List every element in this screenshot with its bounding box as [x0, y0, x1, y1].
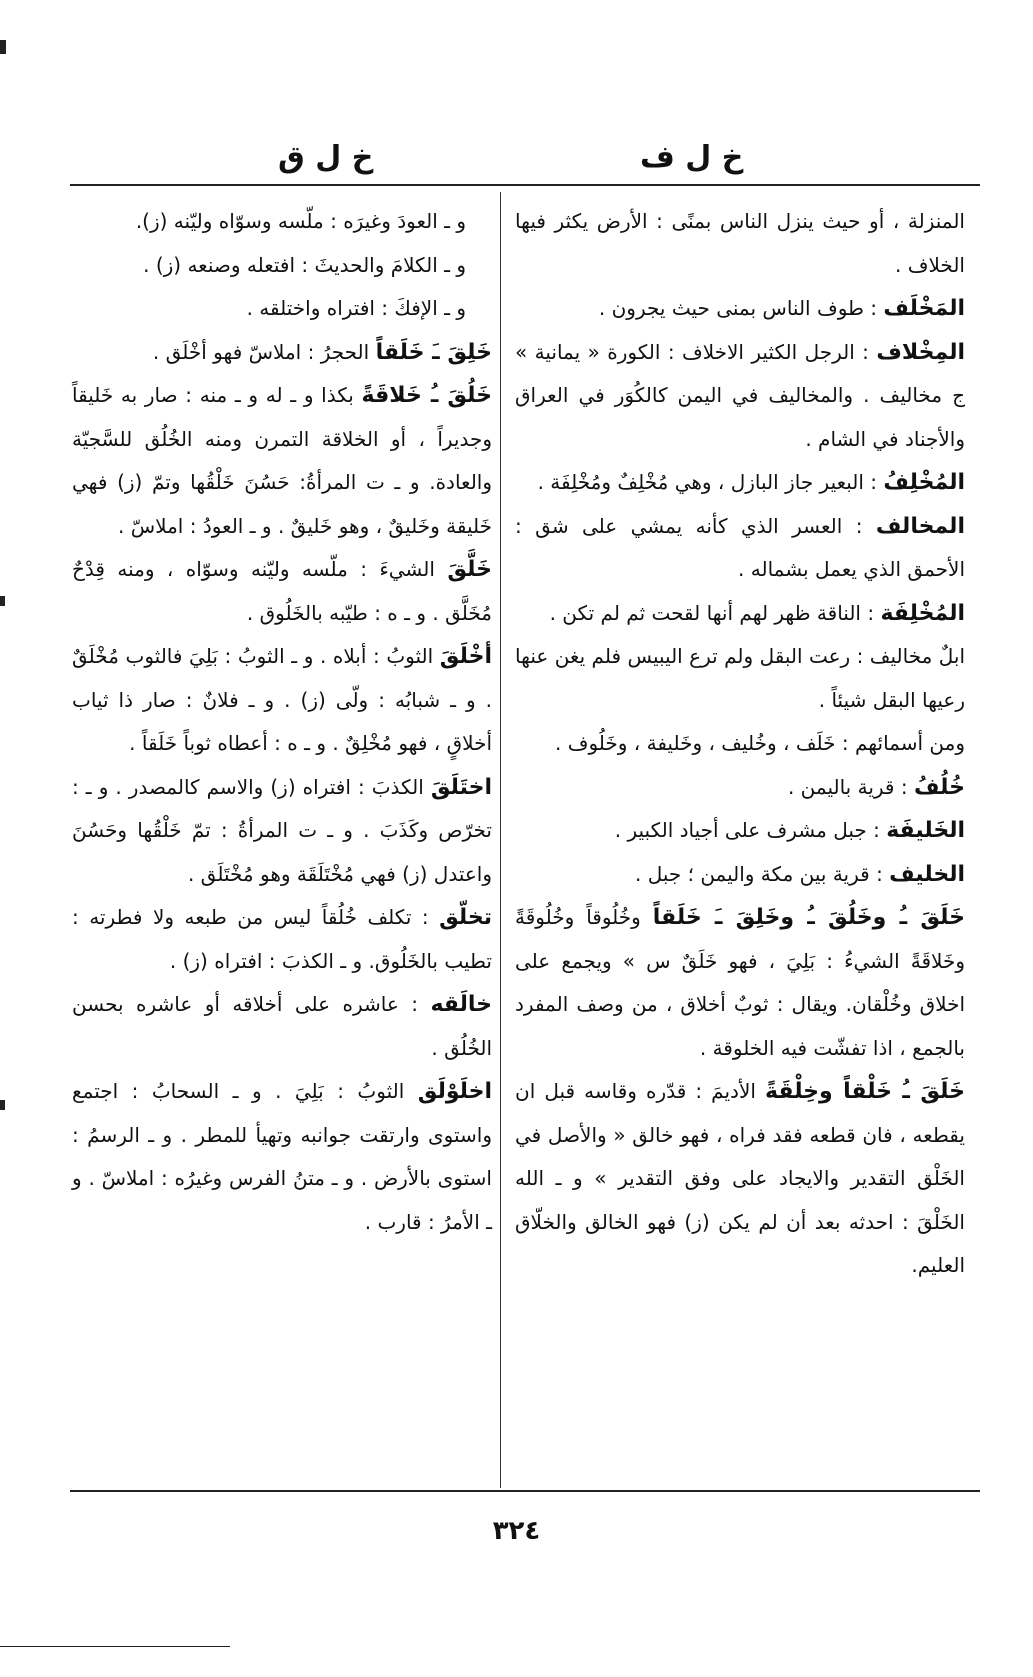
entry-definition: : عاشره على أخلاقه أو عاشره بحسن الخُلُق .: [72, 992, 492, 1060]
entry-definition: المنزلة ، أو حيث ينزل الناس بمنًى : الأرض يكثر فيها الخلاف .: [515, 209, 965, 277]
left-column: [72, 200, 492, 1244]
dictionary-entry: [72, 1070, 492, 1244]
scan-mark-top: [0, 40, 6, 54]
entry-definition: و ـ العودَ وغيرَه : ملّسه وسوّاه وليّنه (ز).: [135, 209, 466, 233]
entry-headword: خَلُقَ ـُ خَلاقَةً: [361, 383, 492, 408]
entry-headword: اختَلَقَ: [430, 774, 492, 800]
entry-definition: : قرية بين مكة واليمن ؛ جبل .: [634, 861, 890, 886]
entry-definition: الثوبُ : بَلِيَ . و ـ السحابُ : اجتمع واستوى وارتقت جوانبه وتهيأ للمطر . و ـ الرسمُ : استوى بالأرض . و ـ متنُ الفرس وغيرُه : املاسّ . و ـ الأمرُ : قارب .: [72, 1079, 492, 1234]
dictionary-entry: [72, 287, 492, 331]
dictionary-entry: [72, 635, 492, 766]
dictionary-entry: [515, 331, 965, 462]
entry-headword: أخْلَقَ: [439, 644, 492, 669]
dictionary-entry: [515, 766, 965, 810]
bottom-rule: [70, 1490, 980, 1492]
entry-headword: الخَليفَة: [886, 818, 965, 843]
dictionary-entry: [72, 548, 492, 635]
entry-headword: المُخْلِفُ: [883, 470, 965, 495]
dictionary-entry: [515, 461, 965, 505]
dictionary-entry: [72, 766, 492, 897]
entry-headword: خَلِقَ ـَ خَلَقاً: [375, 339, 492, 365]
dictionary-entry: [515, 853, 965, 897]
entry-definition: : جبل مشرف على أجياد الكبير .: [614, 818, 887, 842]
dictionary-entry: [515, 635, 965, 722]
entry-definition: : قرية باليمن .: [787, 774, 914, 799]
footer-rule: [0, 1646, 230, 1647]
scan-mark-low: [0, 1100, 5, 1110]
entry-headword: خَلَقَ ـُ خَلْقاً وخِلْقَةً: [765, 1079, 965, 1104]
dictionary-entry: [72, 244, 492, 288]
entry-headword: خالَقه: [430, 992, 492, 1017]
entry-headword: اخلَوْلَق: [417, 1079, 492, 1104]
entry-definition: و ـ الكلامَ والحديثَ : افتعله وصنعه (ز) .: [143, 252, 466, 277]
entry-headword: المخالف: [875, 513, 965, 539]
entry-definition: الحجرُ : املاسّ فهو أخْلَق .: [152, 339, 376, 364]
dictionary-entry: [515, 200, 965, 287]
entry-headword: الخليف: [889, 861, 965, 887]
dictionary-entry: [515, 592, 965, 636]
entry-definition: وخُلُوقاً وخُلُوقَةً وخَلاقَةً الشيءُ : بَلِيَ ، فهو خَلَقٌ س » ويجمع على اخلاق وخُلْقان. ويقال : ثوبٌ أخلاق ، من وصف المفرد بالجمع ، اذا تفشّت فيه الخلوقة .: [515, 905, 965, 1060]
entry-definition: و ـ الإفكَ : افتراه واختلقه .: [246, 296, 466, 320]
entry-definition: بكذا و ـ له و ـ منه : صار به خَليقاً وجديراً ، أو الخلاقة التمرن ومنه الخُلُق للسَّجيّة والعادة. و ـ ت المرأةُ: حَسُنَ خَلْقُها وتمّ (ز) فهي خَليقة وخَليقٌ ، وهو خَليقٌ . و ـ العودُ : املاسّ .: [72, 383, 492, 538]
entry-headword: خُلُفُ: [913, 774, 965, 800]
entry-definition: ومن أسمائهم : خَلَف ، وخُليف ، وخَليفة ، وخَلُوف .: [555, 731, 965, 755]
entry-definition: : العسر الذي كأنه يمشي على شق : الأحمق الذي يعمل بشماله .: [515, 513, 965, 581]
dictionary-entry: [515, 505, 965, 592]
entry-definition: الأديمَ : قدّره وقاسه قبل ان يقطعه ، فان قطعه فقد فراه ، فهو خالق « والأصل في الخَلْق التقدير والايجاد على وفق التقدير » و ـ الله الخَلْقَ : احدثه بعد أن لم يكن (ز) فهو الخالق والخلّاق العليم.: [515, 1079, 965, 1277]
dictionary-entry: [515, 722, 965, 766]
entry-definition: : البعير جاز البازل ، وهي مُخْلِفٌ ومُخْلِفَة .: [537, 470, 884, 494]
dictionary-entry: [72, 200, 492, 244]
entry-headword: المُخْلِفَة: [880, 600, 965, 626]
scan-mark-mid: [0, 596, 5, 606]
dictionary-entry: [515, 1070, 965, 1288]
entry-headword: خَلَّقَ: [447, 557, 492, 582]
entry-headword: تخلّق: [439, 905, 492, 930]
entry-definition: : طوف الناس بمنى حيث يجرون .: [598, 296, 884, 320]
dictionary-entry: [72, 896, 492, 983]
right-column: [515, 200, 965, 1288]
header-root-left: خ ل ق: [278, 140, 374, 175]
dictionary-entry: [72, 374, 492, 548]
dictionary-entry: [515, 287, 965, 331]
entry-headword: المِخْلاف: [876, 339, 965, 365]
entry-definition: الكذبَ : افتراه (ز) والاسم كالمصدر . و ـ : تخرّص وكَذَبَ . و ـ ت المرأةُ : تمّ خَلْقُها وحَسُنَ واعتدل (ز) فهي مُخْتَلَقَة وهو مُخْتَلَق .: [72, 774, 492, 886]
entry-headword: المَخْلَف: [883, 296, 965, 321]
dictionary-entry: [72, 331, 492, 375]
entry-headword: خَلَقَ ـُ وخَلُقَ ـُ وخَلِقَ ـَ خَلَقاً: [652, 905, 965, 930]
dictionary-entry: [515, 809, 965, 853]
page-number: ٣٢٤: [492, 1516, 541, 1546]
entry-definition: : الناقة ظهر لهم أنها لقحت ثم لم تكن .: [549, 600, 881, 625]
entry-definition: الثوبُ : أبلاه . و ـ الثوبُ : بَلِيَ فالثوب مُخْلَقٌ . و ـ شبابُه : ولّى (ز) . و ـ فلانٌ : صار ذا ثياب أخلاقٍ ، فهو مُخْلِقٌ . و ـ ه : أعطاه ثوباً خَلَقاً .: [72, 644, 492, 755]
header-root-right: خ ل ف: [640, 140, 744, 175]
dictionary-entry: [515, 896, 965, 1070]
entry-definition: ابلٌ مخاليف : رعت البقل ولم ترع اليبيس فلم يغن عنها رعيها البقل شيئاً .: [515, 644, 965, 712]
top-rule: [70, 184, 980, 186]
column-divider: [500, 192, 501, 1488]
dictionary-entry: [72, 983, 492, 1070]
entry-definition: الشيءَ : ملّسه وليّنه وسوّاه ، ومنه قِدْحٌ مُخَلَّق . و ـ ه : طيّبه بالخَلُوق .: [72, 557, 492, 625]
entry-definition: : تكلف خُلُقاً ليس من طبعه ولا فطرته : تطيب بالخَلُوق. و ـ الكذبَ : افتراه (ز) .: [72, 905, 492, 973]
entry-definition: : الرجل الكثير الاخلاف : الكورة « يمانية » ج مخاليف . والمخاليف في اليمن كالكُوَر في العراق والأجناد في الشام .: [515, 339, 965, 451]
